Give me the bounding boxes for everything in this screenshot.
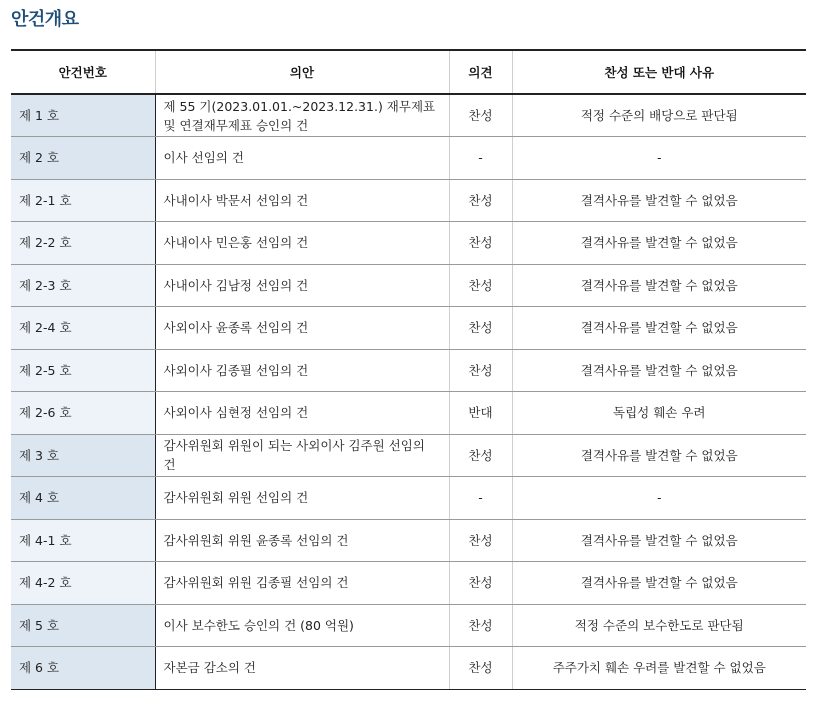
agenda-reason: 결격사유를 발견할 수 없었음: [512, 562, 806, 605]
table-row: [11, 307, 806, 350]
agenda-opinion: 찬성: [449, 562, 512, 605]
agenda-reason: 결격사유를 발견할 수 없었음: [512, 179, 806, 222]
agenda-opinion: 찬성: [449, 647, 512, 690]
header-reason: 찬성 또는 반대 사유: [512, 50, 806, 94]
agenda-opinion: 찬성: [449, 349, 512, 392]
agenda-opinion: -: [449, 477, 512, 520]
agenda-number: 제 5 호: [11, 604, 155, 647]
agenda-reason: 독립성 훼손 우려: [512, 392, 806, 435]
agenda-title: 감사위원회 위원이 되는 사외이사 김주원 선임의 건: [155, 434, 449, 477]
agenda-number: 제 2-3 호: [11, 264, 155, 307]
agenda-title: 이사 보수한도 승인의 건 (80 억원): [155, 604, 449, 647]
agenda-opinion: -: [449, 137, 512, 180]
agenda-title: 이사 선임의 건: [155, 137, 449, 180]
agenda-opinion: 찬성: [449, 307, 512, 350]
header-agenda: 의안: [155, 50, 449, 94]
agenda-reason: 결격사유를 발견할 수 없었음: [512, 519, 806, 562]
agenda-number: 제 2-5 호: [11, 349, 155, 392]
agenda-reason: 결격사유를 발견할 수 없었음: [512, 349, 806, 392]
agenda-reason: 결격사유를 발견할 수 없었음: [512, 222, 806, 265]
agenda-reason: 결격사유를 발견할 수 없었음: [512, 307, 806, 350]
table-row: [11, 434, 806, 477]
agenda-reason: 적정 수준의 배당으로 판단됨: [512, 94, 806, 137]
agenda-opinion: 반대: [449, 392, 512, 435]
header-number: 안건번호: [11, 50, 155, 94]
table-header-row: [11, 50, 806, 94]
agenda-opinion: 찬성: [449, 519, 512, 562]
table-row: [11, 137, 806, 180]
agenda-title: 사내이사 민은홍 선임의 건: [155, 222, 449, 265]
agenda-title: 사내이사 박문서 선임의 건: [155, 179, 449, 222]
table-row: [11, 94, 806, 137]
agenda-opinion: 찬성: [449, 604, 512, 647]
agenda-reason: -: [512, 477, 806, 520]
table-row: [11, 604, 806, 647]
agenda-title: 사외이사 김종필 선임의 건: [155, 349, 449, 392]
agenda-opinion: 찬성: [449, 222, 512, 265]
agenda-number: 제 4 호: [11, 477, 155, 520]
table-row: [11, 222, 806, 265]
agenda-title: 감사위원회 위원 윤종록 선임의 건: [155, 519, 449, 562]
table-row: [11, 562, 806, 605]
agenda-number: 제 2-1 호: [11, 179, 155, 222]
agenda-title: 사내이사 김남정 선임의 건: [155, 264, 449, 307]
agenda-number: 제 2-4 호: [11, 307, 155, 350]
agenda-title: 사외이사 윤종록 선임의 건: [155, 307, 449, 350]
agenda-reason: 결격사유를 발견할 수 없었음: [512, 434, 806, 477]
agenda-opinion: 찬성: [449, 434, 512, 477]
agenda-number: 제 2-2 호: [11, 222, 155, 265]
agenda-reason: -: [512, 137, 806, 180]
agenda-opinion: 찬성: [449, 94, 512, 137]
agenda-title: 사외이사 심현정 선임의 건: [155, 392, 449, 435]
agenda-number: 제 1 호: [11, 94, 155, 137]
agenda-title: 자본금 감소의 건: [155, 647, 449, 690]
table-row: [11, 179, 806, 222]
table-row: [11, 349, 806, 392]
agenda-number: 제 2 호: [11, 137, 155, 180]
table-row: [11, 647, 806, 690]
table-row: [11, 519, 806, 562]
agenda-table: [11, 49, 806, 690]
table-row: [11, 264, 806, 307]
page-title: 안건개요: [11, 9, 79, 30]
agenda-opinion: 찬성: [449, 264, 512, 307]
agenda-number: 제 6 호: [11, 647, 155, 690]
agenda-title: 제 55 기(2023.01.01.~2023.12.31.) 재무제표 및 연결재무제표 승인의 건: [155, 94, 449, 137]
agenda-reason: 적정 수준의 보수한도로 판단됨: [512, 604, 806, 647]
agenda-number: 제 4-1 호: [11, 519, 155, 562]
table-row: [11, 392, 806, 435]
header-opinion: 의견: [449, 50, 512, 94]
table-row: [11, 477, 806, 520]
agenda-number: 제 2-6 호: [11, 392, 155, 435]
agenda-reason: 결격사유를 발견할 수 없었음: [512, 264, 806, 307]
agenda-number: 제 3 호: [11, 434, 155, 477]
agenda-title: 감사위원회 위원 김종필 선임의 건: [155, 562, 449, 605]
agenda-reason: 주주가치 훼손 우려를 발견할 수 없었음: [512, 647, 806, 690]
agenda-number: 제 4-2 호: [11, 562, 155, 605]
agenda-title: 감사위원회 위원 선임의 건: [155, 477, 449, 520]
agenda-opinion: 찬성: [449, 179, 512, 222]
